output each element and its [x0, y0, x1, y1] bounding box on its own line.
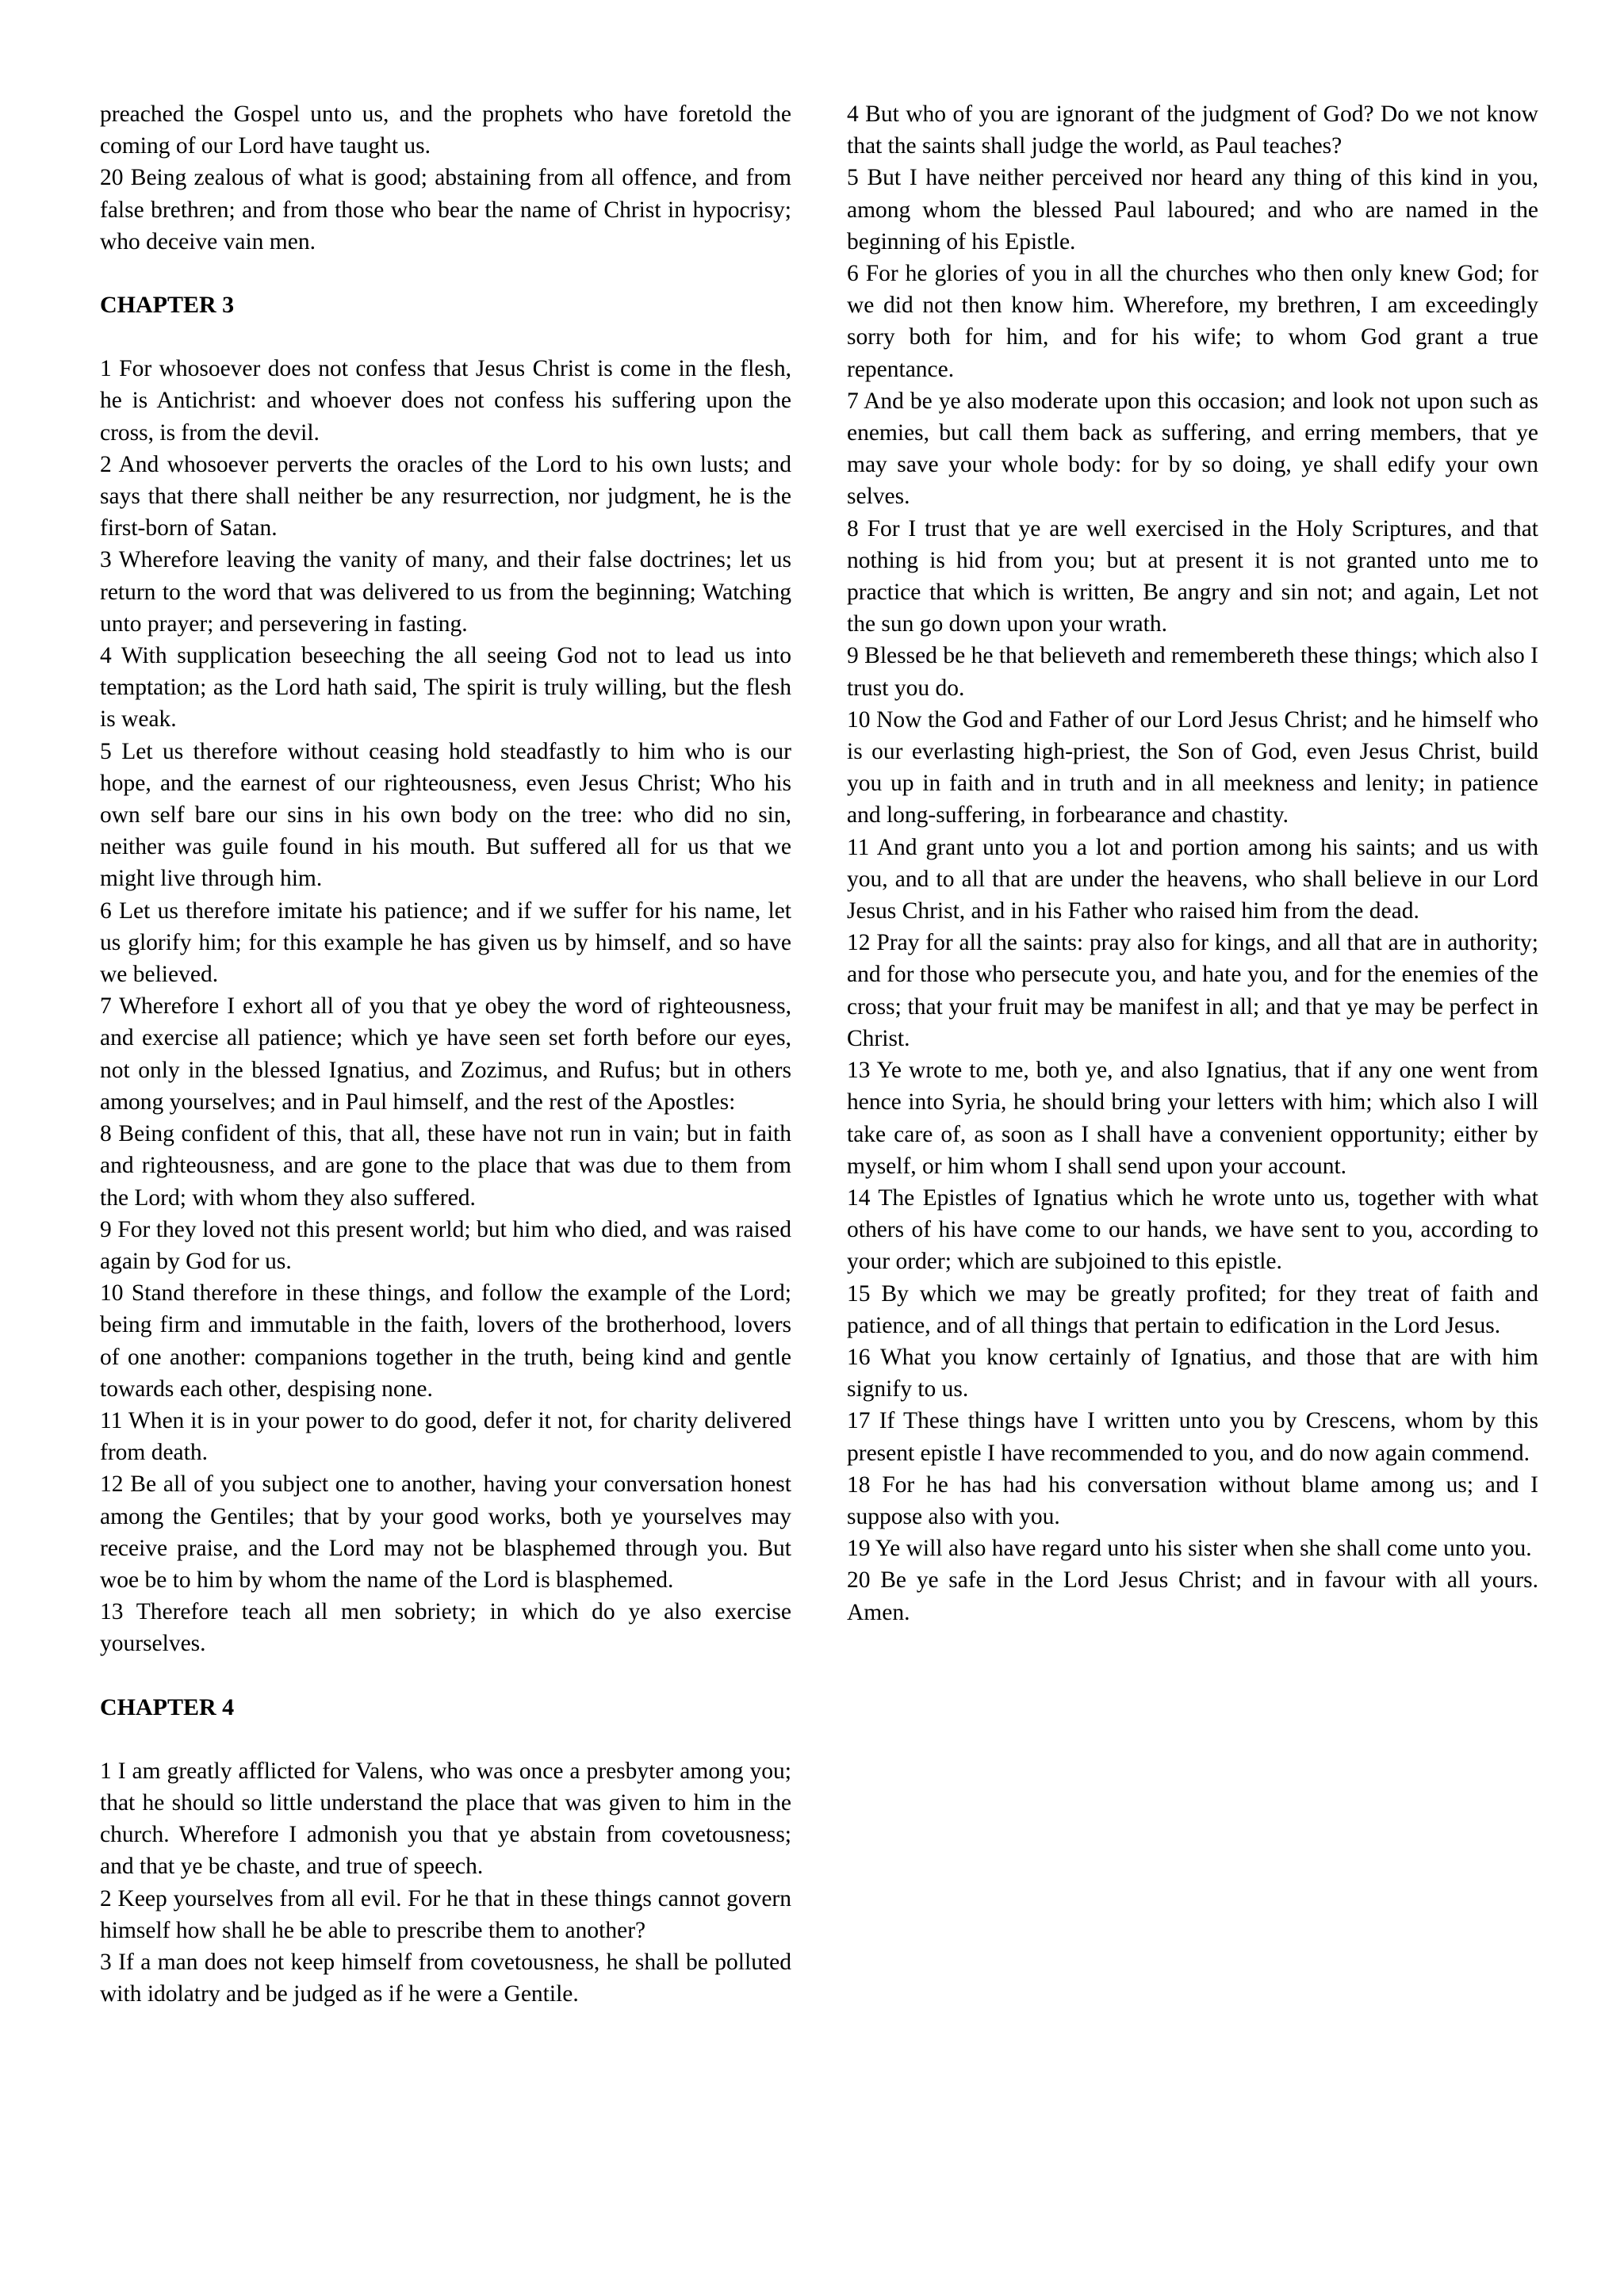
chapter-heading: CHAPTER 3 [100, 292, 235, 319]
verse: 4 But who of you are ignorant of the judgment of God? Do we not know that the saints shall judge the world, as Paul teaches? [847, 101, 1538, 159]
verse: 7 And be ye also moderate upon this occasion; and look not upon such as enemies, but call them back as suffering, and erring members, that ye may save your whole body: for by so doing, ye shall edify your own selves. [847, 388, 1538, 510]
verse: 5 But I have neither perceived nor heard any thing of this kind in you, among whom the blessed Paul laboured; and who are named in the beginning of his Epistle. [847, 165, 1538, 254]
verse: 17 If These things have I written unto you by Crescens, whom by this present epistle I have recommended to you, and do now again commend. [847, 1408, 1538, 1466]
document-page [100, 98, 1540, 2239]
verse: 20 Be ye safe in the Lord Jesus Christ; and in favour with all yours. Amen. [847, 1567, 1538, 1625]
verse: 12 Be all of you subject one to another, having your conversation honest among the Gentiles; that by your good works, both ye yourselves may receive praise, and the Lord may not be blasphemed through you. But woe be to him by whom the name of the Lord is blasphemed. [100, 1471, 791, 1593]
verse: 5 Let us therefore without ceasing hold steadfastly to him who is our hope, and the earnest of our righteousness, even Jesus Christ; Who his own self bare our sins in his own body on the tree: who did no sin, neither was guile found in his mouth. But suffered all for us that we might live through him. [100, 738, 791, 892]
verse: 19 Ye will also have regard unto his sister when she shall come unto you. [847, 1536, 1532, 1562]
verse: 16 What you know certainly of Ignatius, and those that are with him signify to us. [847, 1344, 1538, 1402]
verse: 10 Stand therefore in these things, and follow the example of the Lord; being firm and immutable in the faith, lovers of the brotherhood, lovers of one another: companions together in the truth, being kind and gentle towards each other, despising none. [100, 1280, 791, 1402]
paragraph: preached the Gospel unto us, and the prophets who have foretold the coming of our Lord have taught us. [100, 101, 791, 159]
verse: 9 For they loved not this present world; but him who died, and was raised again by God for us. [100, 1216, 791, 1274]
verse: 14 The Epistles of Ignatius which he wrote unto us, together with what others of his have come to our hands, we have sent to you, according to your order; which are subjoined to this epistle. [847, 1184, 1538, 1275]
verse: 18 For he has had his conversation without blame among us; and I suppose also with you. [847, 1471, 1538, 1529]
verse: 1 I am greatly afflicted for Valens, who was once a presbyter among you; that he should so little understand the place that was given to him in the church. Wherefore I admonish you that ye abstain from covetousness; and that ye be chaste, and true of speech. [100, 1758, 791, 1880]
verse: 8 Being confident of this, that all, these have not run in vain; but in faith and righteousness, and are gone to the place that was due to them from the Lord; with whom they also suffered. [100, 1121, 791, 1211]
verse: 6 For he glories of you in all the churches who then only knew God; for we did not then know him. Wherefore, my brethren, I am exceedingly sorry both for him, and for his wife; to whom God grant a true repentance. [847, 261, 1538, 382]
left-column [100, 98, 791, 2010]
verse: 13 Therefore teach all men sobriety; in which do ye also exercise yourselves. [100, 1599, 791, 1657]
verse: 6 Let us therefore imitate his patience; and if we suffer for his name, let us glorify him; for this example he has given us by himself, and so have we believed. [100, 897, 791, 988]
verse: 13 Ye wrote to me, both ye, and also Ignatius, that if any one went from hence into Syria, he should bring your letters with him; which also I will take care of, as soon as I shall have a convenient opportunity; either by myself, or him whom I shall send upon your account. [847, 1058, 1538, 1179]
verse: 4 With supplication beseeching the all seeing God not to lead us into temptation; as the Lord hath said, The spirit is truly willing, but the flesh is weak. [100, 643, 791, 733]
verse: 9 Blessed be he that believeth and remembereth these things; which also I trust you do. [847, 643, 1538, 701]
verse: 3 If a man does not keep himself from covetousness, he shall be polluted with idolatry and be judged as if he were a Gentile. [100, 1949, 791, 2007]
verse: 2 Keep yourselves from all evil. For he that in these things cannot govern himself how shall he be able to prescribe them to another? [100, 1885, 791, 1943]
verse: 1 For whosoever does not confess that Jesus Christ is come in the flesh, he is Antichrist: and whoever does not confess his suffering upon the cross, is from the devil. [100, 356, 791, 446]
verse: 11 And grant unto you a lot and portion among his saints; and us with you, and to all that are under the heavens, who shall believe in our Lord Jesus Christ, and in his Father who raised him from the dead. [847, 834, 1538, 924]
verse: 12 Pray for all the saints: pray also for kings, and all that are in authority; and for those who persecute you, and hate you, and for the enemies of the cross; that your fruit may be manifest in all; and that ye may be perfect in Christ. [847, 930, 1538, 1051]
verse: 3 Wherefore leaving the vanity of many, and their false doctrines; let us return to the word that was delivered to us from the beginning; Watching unto prayer; and persevering in fasting. [100, 547, 791, 637]
verse: 8 For I trust that ye are well exercised in the Holy Scriptures, and that nothing is hid from you; but at present it is not granted unto me to practice that which is written, Be angry and sin not; and again, Let not the sun go down upon your wrath. [847, 515, 1538, 637]
verse: 7 Wherefore I exhort all of you that ye obey the word of righteousness, and exercise all patience; which ye have seen set forth before our eyes, not only in the blessed Ignatius, and Zozimus, and Rufus; but in others among yourselves; and in Paul himself, and the rest of the Apostles: [100, 993, 791, 1115]
right-column [847, 98, 1538, 1628]
verse: 15 By which we may be greatly profited; for they treat of faith and patience, and of all things that pertain to edification in the Lord Jesus. [847, 1280, 1538, 1338]
verse: 10 Now the God and Father of our Lord Jesus Christ; and he himself who is our everlasting high-priest, the Son of God, even Jesus Christ, build you up in faith and in truth and in all meekness and lenity; in patience and long-suffering, in forbearance and chastity. [847, 706, 1538, 828]
verse: 20 Being zealous of what is good; abstaining from all offence, and from false brethren; and from those who bear the name of Christ in hypocrisy; who deceive vain men. [100, 165, 791, 254]
verse: 2 And whosoever perverts the oracles of the Lord to his own lusts; and says that there shall neither be any resurrection, nor judgment, he is the first-born of Satan. [100, 451, 791, 541]
chapter-heading: CHAPTER 4 [100, 1693, 235, 1720]
verse: 11 When it is in your power to do good, defer it not, for charity delivered from death. [100, 1407, 791, 1466]
